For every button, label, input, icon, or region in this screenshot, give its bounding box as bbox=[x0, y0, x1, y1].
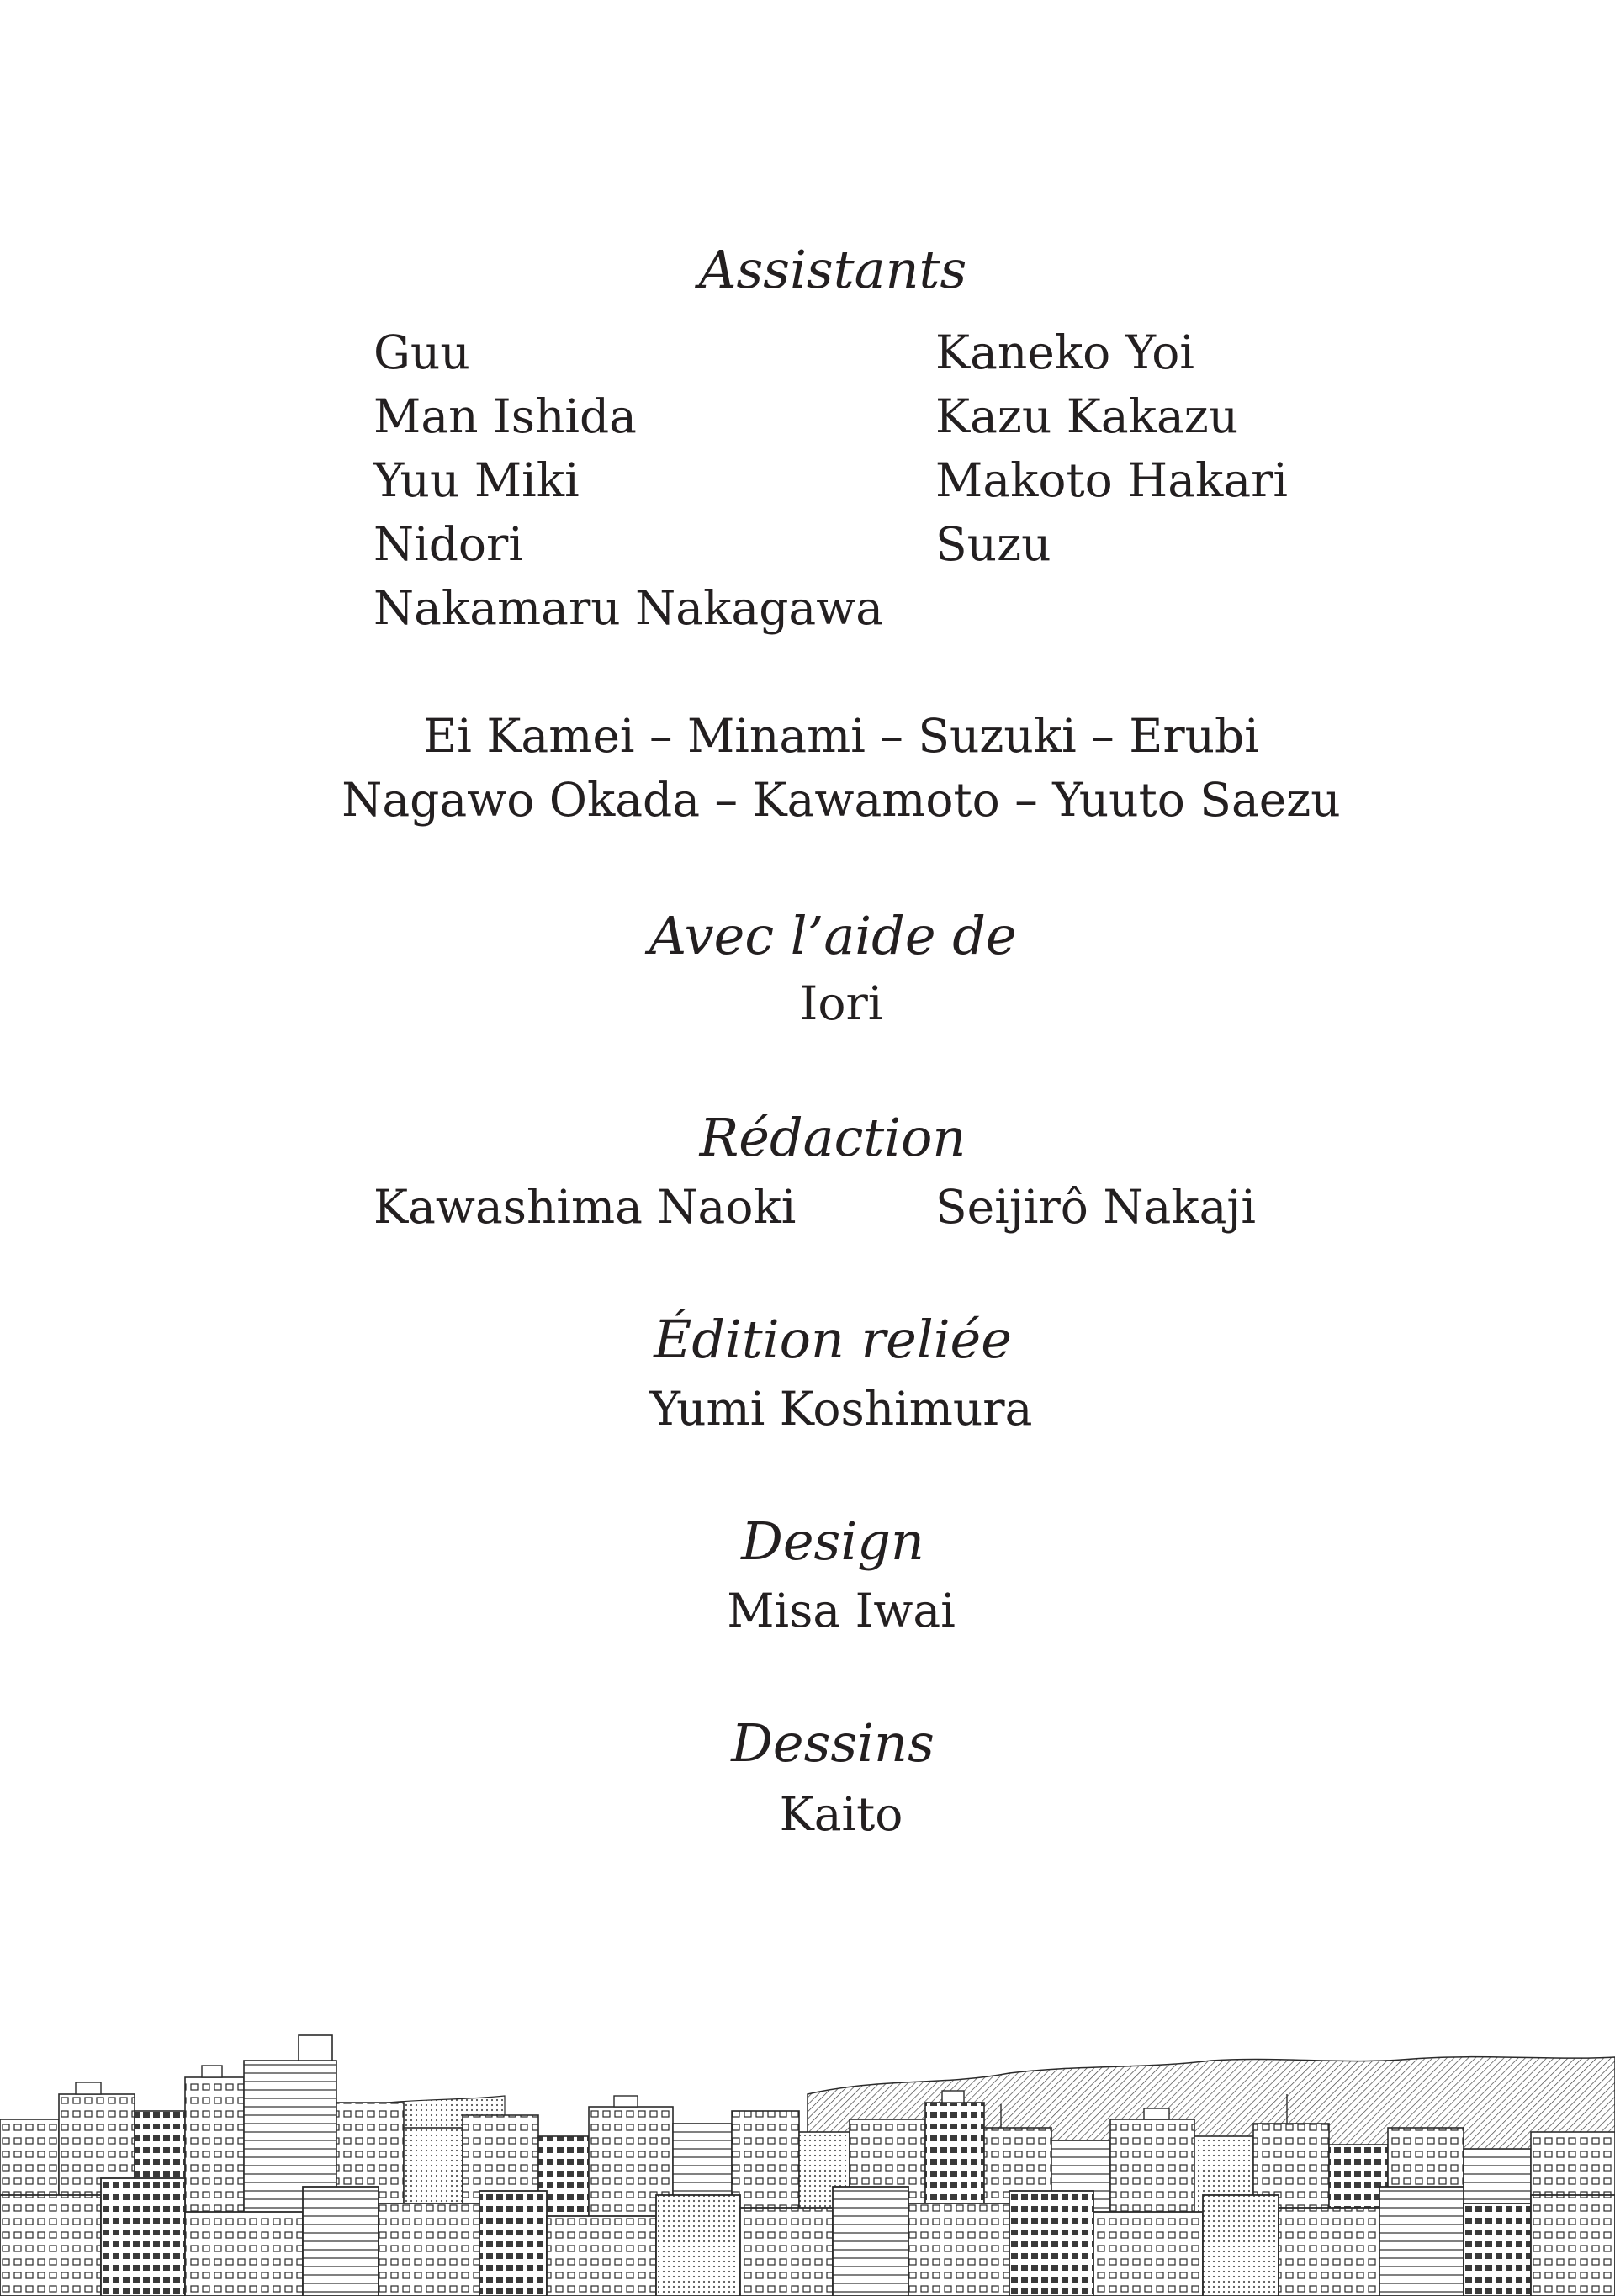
editor-name: Kawashima Naoki bbox=[373, 1180, 797, 1234]
assistant-name: Yuu Miki bbox=[373, 453, 580, 507]
design-name: Misa Iwai bbox=[727, 1584, 956, 1637]
assistant-name: Suzu bbox=[935, 517, 1051, 571]
drawings-name: Kaito bbox=[779, 1787, 903, 1841]
design-heading: Design bbox=[741, 1510, 924, 1572]
assistant-name: Guu bbox=[373, 325, 470, 379]
editing-heading: Rédaction bbox=[699, 1107, 966, 1168]
assistant-name: Makoto Hakari bbox=[935, 453, 1288, 507]
bound-edition-heading: Édition reliée bbox=[654, 1309, 1012, 1370]
assistant-name: Kaneko Yoi bbox=[935, 325, 1195, 379]
assistant-name: Nakamaru Nakagawa bbox=[373, 581, 884, 635]
assistant-name: Man Ishida bbox=[373, 389, 637, 443]
city-skyline-illustration bbox=[0, 2027, 1615, 2296]
assistant-names-line: Nagawo Okada – Kawamoto – Yuuto Saezu bbox=[342, 773, 1341, 827]
help-name: Iori bbox=[799, 976, 883, 1030]
drawings-heading: Dessins bbox=[731, 1712, 935, 1774]
help-heading: Avec l’aide de bbox=[649, 905, 1017, 966]
assistant-name: Kazu Kakazu bbox=[935, 389, 1239, 443]
assistants-heading: Assistants bbox=[698, 239, 967, 300]
editor-name: Seijirô Nakaji bbox=[935, 1180, 1257, 1234]
bound-edition-name: Yumi Koshimura bbox=[649, 1382, 1033, 1436]
assistant-names-line: Ei Kamei – Minami – Suzuki – Erubi bbox=[423, 709, 1259, 763]
assistant-name: Nidori bbox=[373, 517, 523, 571]
